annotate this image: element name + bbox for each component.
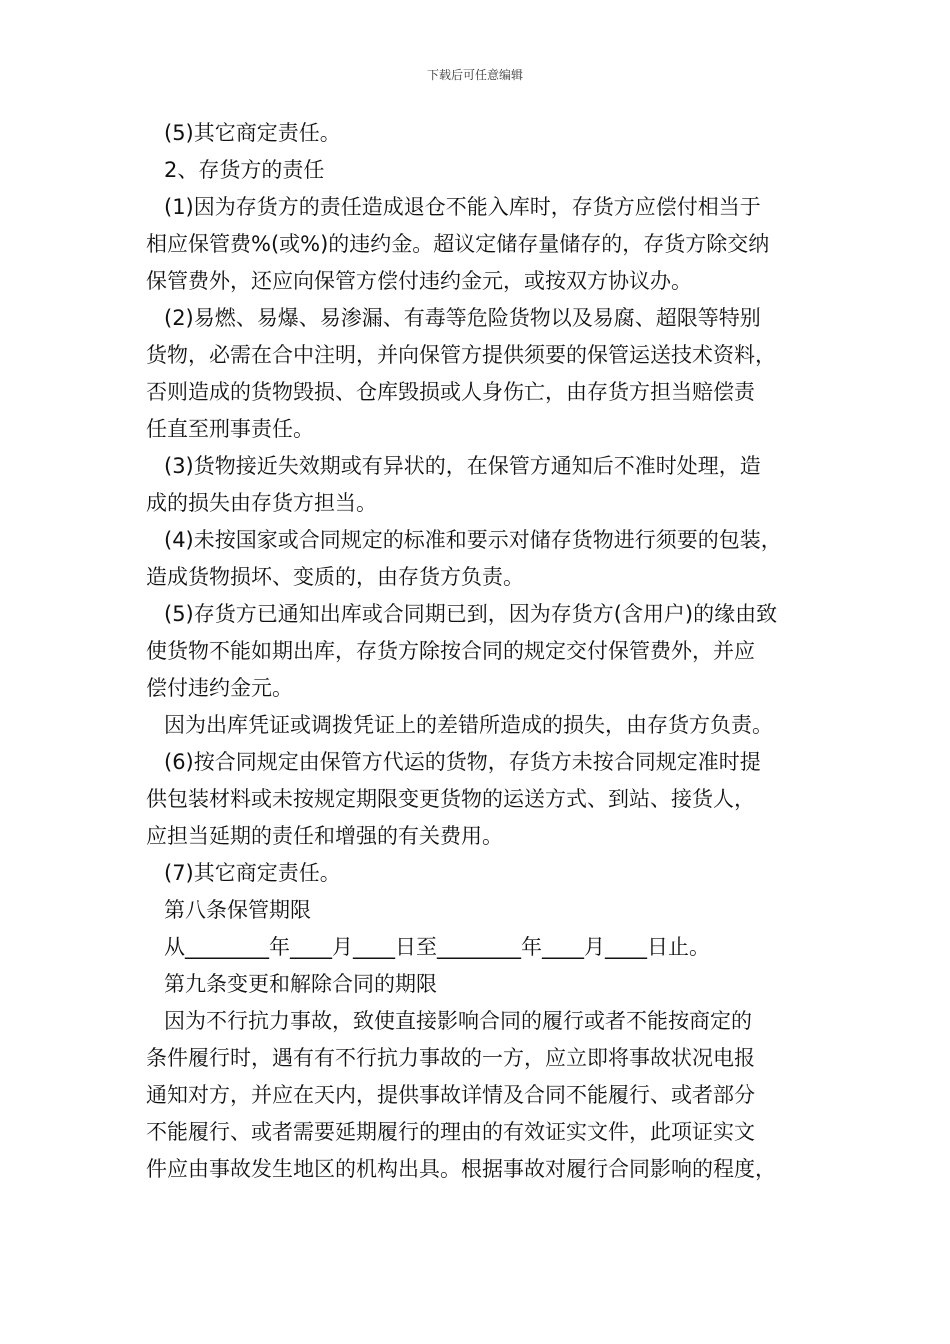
paragraph-line: 成的损失由存货方担当。 [146, 491, 377, 515]
page-header: 下载后可任意编辑 [426, 68, 523, 82]
paragraph [146, 522, 822, 596]
paragraph-line: (6)按合同规定由保管方代运的货物，存货方未按合同规定准时提 [164, 750, 761, 774]
paragraph-line: 供包装材料或未按规定期限变更货物的运送方式、到站、接货人， [146, 787, 755, 811]
paragraph-line: 因为出库凭证或调拨凭证上的差错所造成的损失，由存货方负责。 [164, 713, 773, 737]
paragraph [146, 189, 822, 300]
paragraph [146, 744, 822, 855]
paragraph-line: (7)其它商定责任。 [164, 861, 341, 885]
paragraph [146, 1003, 822, 1188]
paragraph-line: 2、存货方的责任 [164, 158, 325, 182]
paragraph [146, 115, 822, 152]
paragraph-line: 保管费外，还应向保管方偿付违约金元，或按双方协议办。 [146, 269, 692, 293]
paragraph-line: 相应保管费%(或%)的违约金。超议定储存量储存的，存货方除交纳 [146, 232, 770, 256]
paragraph-line: (4)未按国家或合同规定的标准和要示对储存货物进行须要的包装， [164, 528, 782, 552]
paragraph [146, 152, 822, 189]
paragraph-line: 通知对方，并应在天内，提供事故详情及合同不能履行、或者部分 [146, 1083, 755, 1107]
paragraph [146, 596, 822, 707]
paragraph-line: 不能履行、或者需要延期履行的理由的有效证实文件，此项证实文 [146, 1120, 755, 1144]
paragraph [146, 855, 822, 892]
paragraph-line: (3)货物接近失效期或有异状的，在保管方通知后不准时处理，造 [164, 454, 761, 478]
paragraph-line: 应担当延期的责任和增强的有关费用。 [146, 824, 503, 848]
paragraph-line: 使货物不能如期出库，存货方除按合同的规定交付保管费外，并应 [146, 639, 755, 663]
paragraph-line: 件应由事故发生地区的机构出具。根据事故对履行合同影响的程度， [146, 1157, 776, 1181]
paragraph-line: (2)易燃、易爆、易渗漏、有毒等危险货物以及易腐、超限等特别 [164, 306, 761, 330]
paragraph-line: 货物，必需在合中注明，并向保管方提供须要的保管运送技术资料， [146, 343, 776, 367]
paragraph-line: (5)其它商定责任。 [164, 121, 341, 145]
paragraph-line: (1)因为存货方的责任造成退仓不能入库时，存货方应偿付相当于 [164, 195, 761, 219]
paragraph [146, 707, 822, 744]
paragraph-line: 第八条保管期限 [164, 898, 311, 922]
paragraph-line: 任直至刑事责任。 [146, 417, 314, 441]
paragraph-line: 从________年____月____日至________年____月____日止。 [164, 935, 710, 959]
paragraph [146, 929, 822, 966]
paragraph [146, 892, 822, 929]
paragraph-line: 否则造成的货物毁损、仓库毁损或人身伤亡，由存货方担当赔偿责 [146, 380, 755, 404]
paragraph-line: 造成货物损坏、变质的，由存货方负责。 [146, 565, 524, 589]
paragraph [146, 966, 822, 1003]
paragraph-line: 第九条变更和解除合同的期限 [164, 972, 437, 996]
paragraph [146, 448, 822, 522]
paragraph [146, 300, 822, 448]
paragraph-line: 偿付违约金元。 [146, 676, 293, 700]
paragraph-line: 条件履行时，遇有有不行抗力事故的一方，应立即将事故状况电报 [146, 1046, 755, 1070]
document-body [146, 115, 822, 1188]
paragraph-line: (5)存货方已通知出库或合同期已到，因为存货方(含用户)的缘由致 [164, 602, 778, 626]
paragraph-line: 因为不行抗力事故，致使直接影响合同的履行或者不能按商定的 [164, 1009, 752, 1033]
